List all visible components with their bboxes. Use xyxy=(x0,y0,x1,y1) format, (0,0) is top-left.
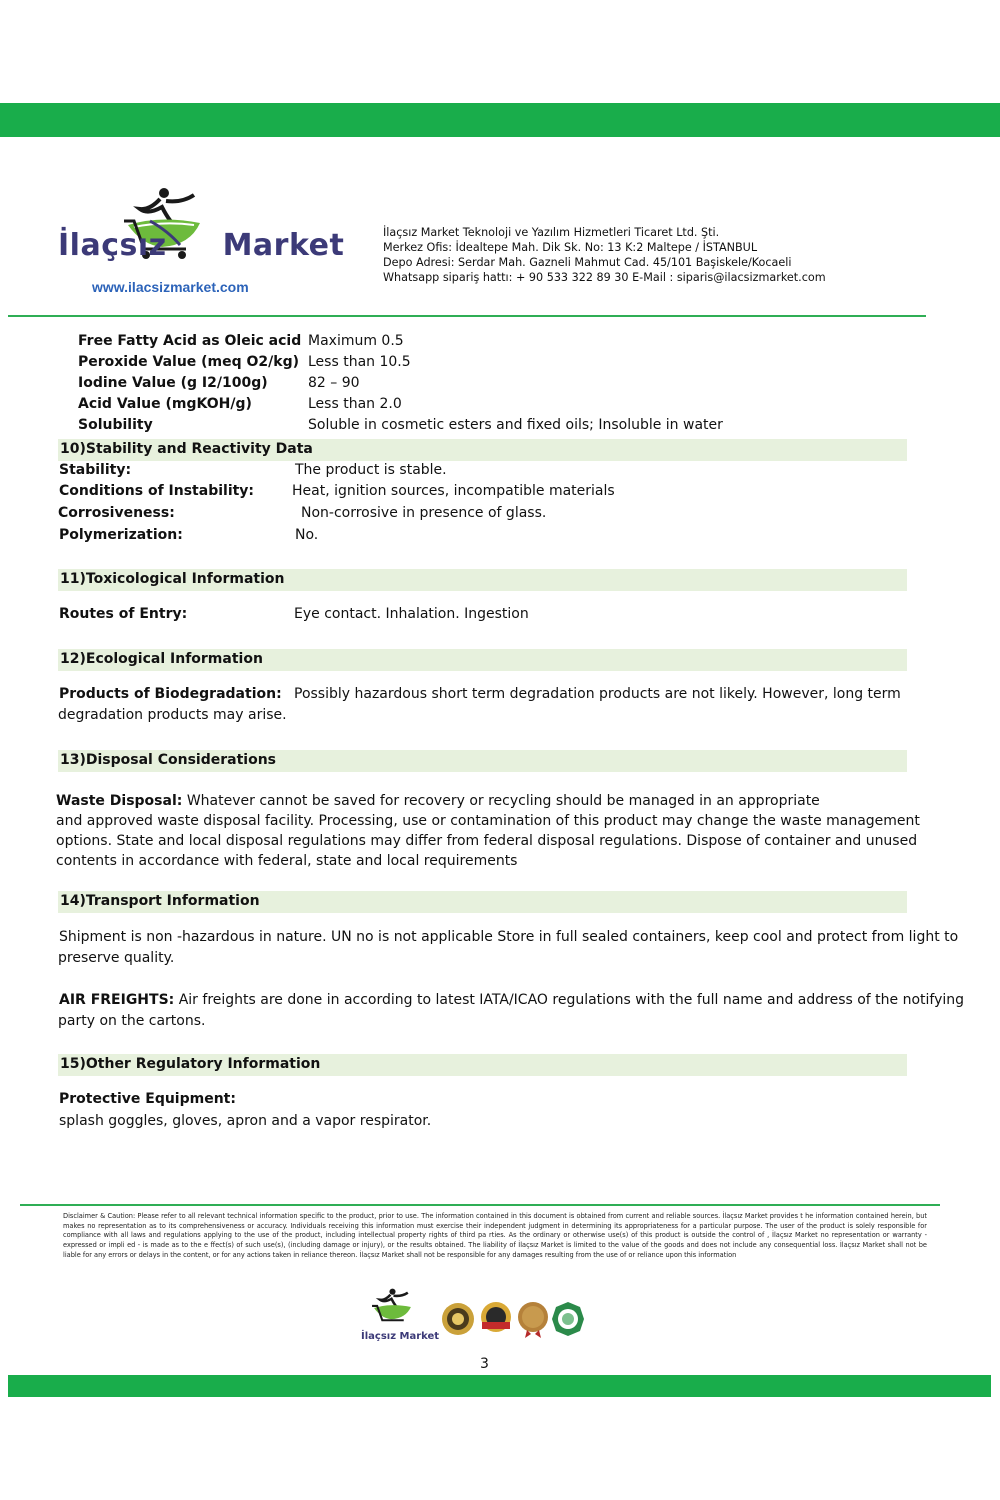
brand-name xyxy=(58,228,344,263)
property-value: Less than 2.0 xyxy=(308,396,402,412)
corrosiveness-label: Corrosiveness: xyxy=(58,505,175,521)
company-line: İlaçsız Market Teknoloji ve Yazılım Hizmetleri Ticaret Ltd. Şti. xyxy=(383,226,720,239)
corrosiveness-value: Non-corrosive in presence of glass. xyxy=(301,505,547,521)
polymerization-value: No. xyxy=(295,527,319,543)
biodegradation-value: Possibly hazardous short term degradation products are not likely. However, long term xyxy=(294,686,901,702)
shipment-line: preserve quality. xyxy=(58,950,175,966)
section-heading-12 xyxy=(58,649,907,671)
waste-line: options. State and local disposal regulations may differ from federal disposal regulations. Dispose of container and unused xyxy=(56,833,918,849)
footer-brand: İlaçsız Market xyxy=(361,1331,440,1342)
polymerization-label: Polymerization: xyxy=(59,527,183,543)
section-heading-13 xyxy=(58,750,907,772)
section-heading-15 xyxy=(58,1054,907,1076)
page-number: 3 xyxy=(480,1356,489,1372)
gmp-seal-icon xyxy=(518,1302,548,1338)
property-value: Less than 10.5 xyxy=(308,354,411,370)
section-heading-10 xyxy=(58,439,907,461)
biodegradation-value-cont: degradation products may arise. xyxy=(58,707,287,723)
section-title: 10)Stability and Reactivity Data xyxy=(60,441,313,457)
protective-label: Protective Equipment: xyxy=(59,1091,236,1107)
shipment-paragraph xyxy=(58,927,959,969)
halal-seal-icon xyxy=(552,1302,584,1336)
waste-line: Whatever cannot be saved for recovery or recycling should be managed in an appropriate xyxy=(186,793,820,809)
property-value: Soluble in cosmetic esters and fixed oils; Insoluble in water xyxy=(308,417,723,433)
waste-line: contents in accordance with federal, state and local requirements xyxy=(56,853,518,869)
leaf-cart-logo-icon xyxy=(370,1287,416,1329)
company-line: Depo Adresi: Serdar Mah. Gazneli Mahmut Cad. 45/101 Başiskele/Kocaeli xyxy=(383,256,792,269)
header-divider xyxy=(8,315,926,317)
footer-divider xyxy=(20,1204,940,1206)
shipment-line: Shipment is non -hazardous in nature. UN no is not applicable Store in full sealed containers, keep cool and protect from light to xyxy=(59,929,959,945)
property-label: Free Fatty Acid as Oleic acid xyxy=(78,333,302,349)
quality-seal-icon xyxy=(442,1303,474,1335)
certification-badges xyxy=(441,1300,591,1340)
air-freights-label: AIR FREIGHTS: xyxy=(59,992,175,1008)
section-heading-11 xyxy=(58,569,907,591)
biodegradation-label: Products of Biodegradation: xyxy=(59,686,282,702)
routes-value: Eye contact. Inhalation. Ingestion xyxy=(294,606,529,622)
property-label: Acid Value (mgKOH/g) xyxy=(78,396,252,412)
brand-right: Market xyxy=(222,228,345,263)
air-freights-paragraph xyxy=(58,990,965,1032)
section-title: 14)Transport Information xyxy=(60,893,260,909)
routes-label: Routes of Entry: xyxy=(59,606,188,622)
section-title: 15)Other Regulatory Information xyxy=(60,1056,321,1072)
company-line: Merkez Ofis: İdealtepe Mah. Dik Sk. No: 13 K:2 Maltepe / İSTANBUL xyxy=(383,241,758,254)
waste-line: and approved waste disposal facility. Processing, use or contamination of this product may change the waste management xyxy=(56,813,920,829)
stability-label: Stability: xyxy=(59,462,132,478)
section-title: 12)Ecological Information xyxy=(60,651,263,667)
air-line: Air freights are done in according to latest IATA/ICAO regulations with the full name and address of the notifying xyxy=(178,992,965,1008)
property-value: 82 – 90 xyxy=(308,375,360,391)
property-label: Iodine Value (g I2/100g) xyxy=(78,375,268,391)
section-title: 13)Disposal Considerations xyxy=(60,752,276,768)
property-label: Peroxide Value (meq O2/kg) xyxy=(78,354,300,370)
property-label: Solubility xyxy=(78,417,153,433)
waste-label: Waste Disposal: xyxy=(56,793,183,809)
bottom-green-bar xyxy=(8,1375,991,1397)
waste-disposal-paragraph xyxy=(56,791,936,871)
company-line: Whatsapp sipariş hattı: + 90 533 322 89 30 E-Mail : siparis@ilacsizmarket.com xyxy=(383,271,826,284)
disclaimer-text: Disclaimer & Caution: Please refer to all relevant technical information specific to the product, prior to use. The information contained in this document is obtained from current and reliable sources. İlaçsız Market provides t he information contained herein, but makes no representation as to its comprehensiveness or accuracy. Individuals receiving this information must exercise their independent judgment in determining its appropriateness for a particular purpose. The user of the product is solely responsible for compliance with all laws and regulations applying to the use of the product, including intellectual property rights of third pa rties. As the ordinary or otherwise use(s) of this product is outside the control of , İlaçsız Market no representation or warranty - expressed or impli ed - is made as to the e ffect(s) of such use(s), (including damage or injury), or the results obtained. The liability of İlaçsız Market is limited to the value of the goods and does not include any consequential loss. İlaçsız Market shall not be liable for any errors or delays in the content, or for any actions taken in reliance thereon. İlaçsız Market shall not be responsible for any damages resulting from the use of or reliance upon this information xyxy=(63,1212,927,1259)
property-value: Maximum 0.5 xyxy=(308,333,404,349)
section-title: 11)Toxicological Information xyxy=(60,571,285,587)
section-heading-14 xyxy=(58,891,907,913)
air-line: party on the cartons. xyxy=(58,1013,206,1029)
protective-value: splash goggles, gloves, apron and a vapor respirator. xyxy=(59,1113,432,1129)
website-link[interactable]: www.ilacsizmarket.com xyxy=(92,279,249,295)
quality-seal-icon xyxy=(481,1302,511,1332)
brand-left: İlaçsız xyxy=(58,228,167,263)
stability-value: The product is stable. xyxy=(295,462,447,478)
conditions-value: Heat, ignition sources, incompatible materials xyxy=(292,483,615,499)
conditions-label: Conditions of Instability: xyxy=(59,483,255,499)
top-green-bar xyxy=(0,103,1000,137)
company-address xyxy=(383,225,826,285)
